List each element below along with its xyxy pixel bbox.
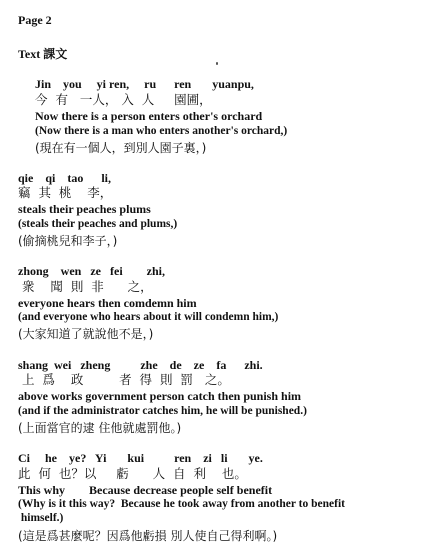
english-translation: (and everyone who hears about it will condemn him,)	[18, 311, 279, 323]
english-translation: (Why is it this way? Because he took away from another to benefit	[18, 498, 345, 510]
gloss-line: This why Because decrease people self benefit	[18, 483, 273, 497]
chinese-translation: (現在有一個人，到別人園子裏，)	[35, 141, 207, 155]
chinese-translation: (大家知道了就說他不是，)	[18, 327, 154, 341]
scan-speck	[216, 62, 218, 65]
section-title: Text 課文	[18, 47, 68, 61]
pinyin-line: zhong wen ze fei zhi,	[18, 264, 165, 278]
pinyin-line: shang wei zheng zhe de ze fa zhi.	[18, 358, 263, 372]
gloss-line: above works government person catch then punish him	[18, 389, 302, 403]
english-translation: (steals their peaches and plums,)	[18, 218, 178, 230]
gloss-line: everyone hears then comdemn him	[18, 296, 197, 310]
english-translation: (Now there is a man who enters another's orchard,)	[35, 125, 288, 137]
chinese-translation: (上面當官的逮 住他就處罰他。)	[18, 421, 182, 435]
chinese-line: 今 有 一人， 入 人 園圃，	[35, 92, 212, 107]
chinese-line: 衆 聞 則 非 之，	[18, 279, 153, 294]
pinyin-line: Ci he ye? Yi kui ren zi li ye.	[18, 451, 263, 465]
page-label: Page 2	[18, 13, 52, 27]
pinyin-line: qie qi tao li,	[18, 171, 112, 185]
chinese-line: 上 爲 政 者 得 則 罰 之。	[18, 372, 230, 387]
english-translation-continued: himself.)	[18, 512, 64, 524]
pinyin-line: Jin you yi ren, ru ren yuanpu,	[35, 77, 254, 91]
chinese-translation: (這是爲甚麼呢？因爲他虧損 別人使自己得利啊。)	[18, 529, 278, 543]
chinese-line: 此 何 也？以 虧 人 自 利 也。	[18, 466, 247, 481]
chinese-line: 竊 其 桃 李，	[18, 185, 113, 200]
chinese-translation: (偷摘桃兒和李子，)	[18, 234, 118, 248]
gloss-line: Now there is a person enters other's orchard	[35, 109, 263, 123]
gloss-line: steals their peaches plums	[18, 202, 151, 216]
english-translation: (and if the administrator catches him, he will be punished.)	[18, 405, 307, 417]
